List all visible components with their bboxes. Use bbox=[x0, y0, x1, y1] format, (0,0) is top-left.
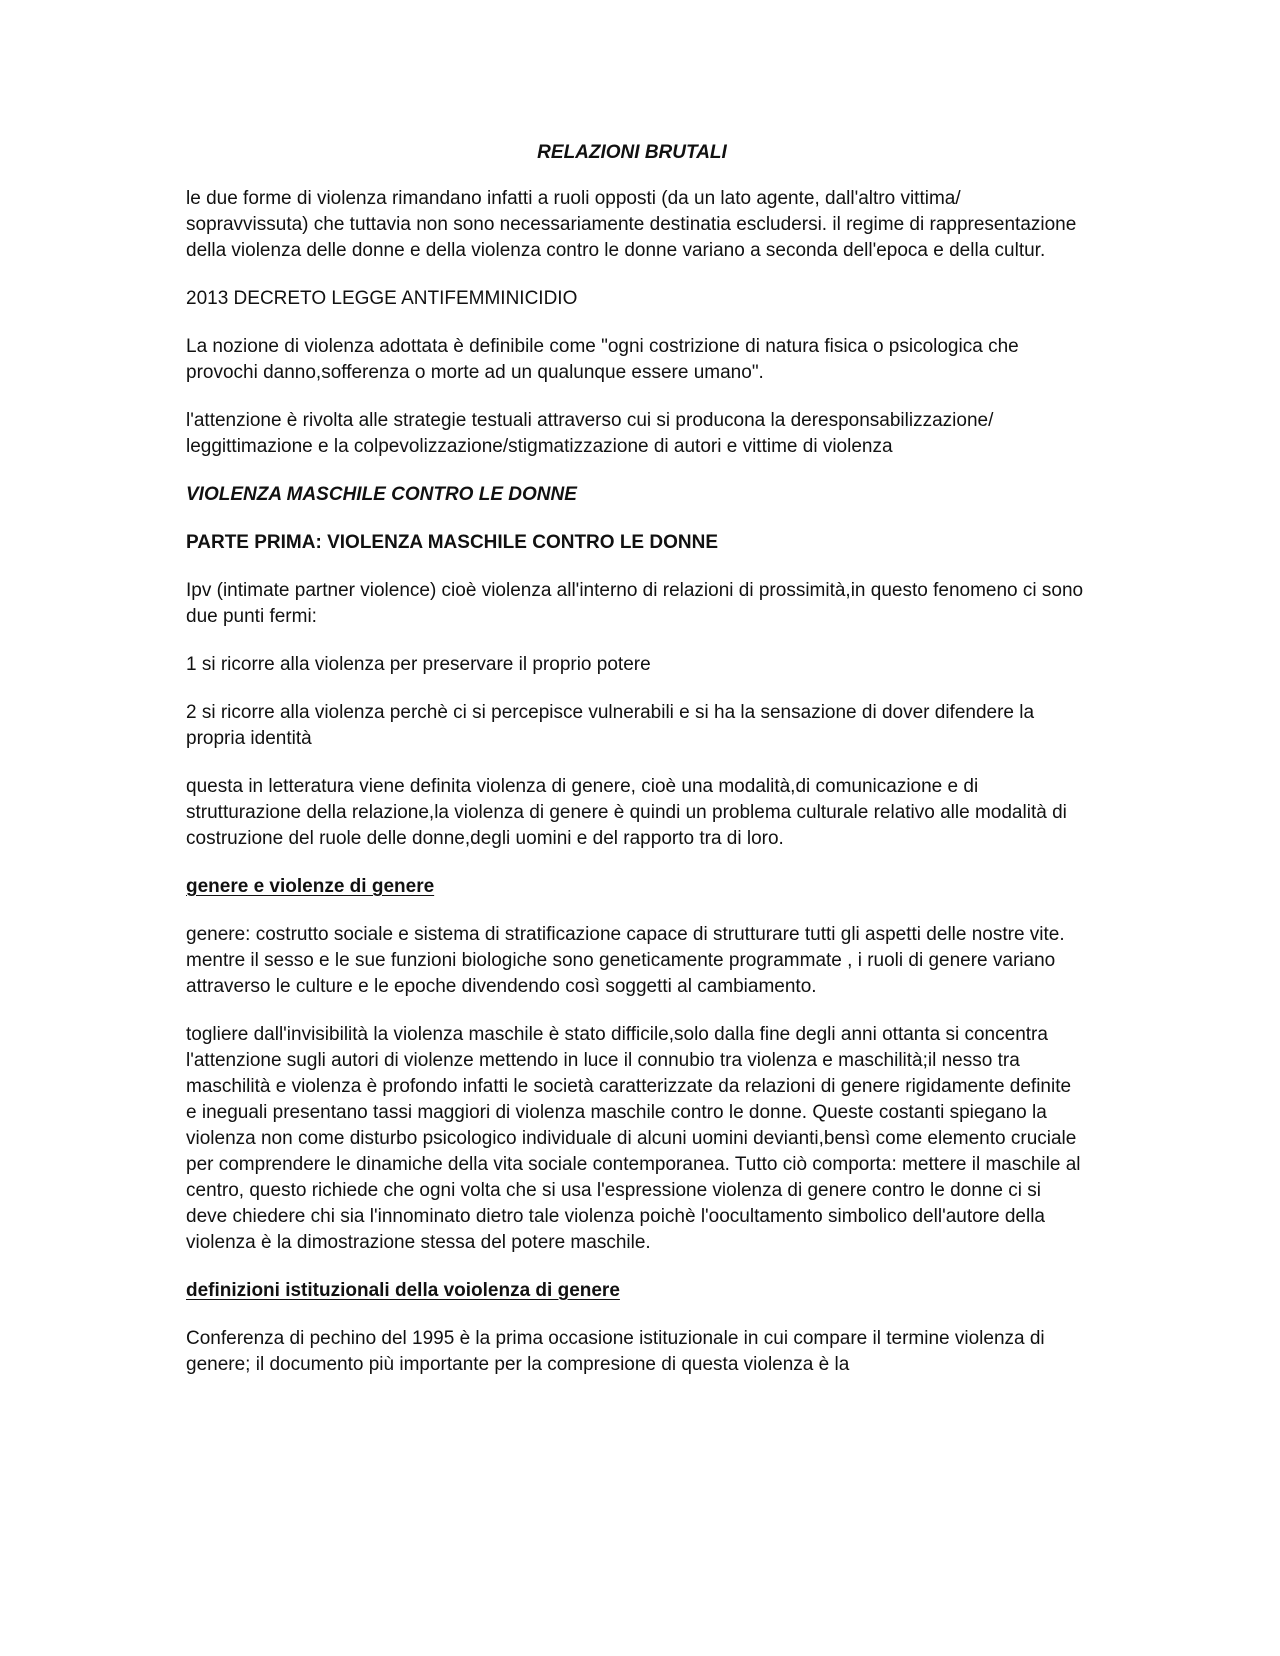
paragraph-gender-violence: questa in letteratura viene definita violenza di genere, cioè una modalità,di comunicazione e di strutturazione della relazione,la violenza di genere è quindi un problema culturale relativo alle modalità di costruzione del ruole delle donne,degli uomini e del rapporto tra di loro. bbox=[186, 776, 1067, 849]
paragraph-point-2: 2 si ricorre alla violenza perchè ci si percepisce vulnerabili e si ha la sensazione di dover difendere la propria identità bbox=[186, 702, 1035, 749]
section-heading-violenza-maschile: VIOLENZA MASCHILE CONTRO LE DONNE bbox=[186, 484, 577, 505]
paragraph-intro: le due forme di violenza rimandano infatti a ruoli opposti (da un lato agente, dall'altro vittima/ sopravvissuta) che tuttavia non sono necessariamente destinatia escludersi. il regime di rappresentazione della violenza delle donne e della violenza contro le donne variano a seconda dell'epoca e della cultur. bbox=[186, 188, 1077, 261]
paragraph-invisibility: togliere dall'invisibilità la violenza maschile è stato difficile,solo dalla fine degli anni ottanta si concentra l'attenzione sugli autori di violenze mettendo in luce il connubio tra violenza e maschilità;il nesso tra maschilità e violenza è profondo infatti le società caratterizzate da relazioni di genere rigidamente definite e ineguali presentano tassi maggiori di violenza maschile contro le donne. Queste costanti spiegano la violenza non come disturbo psicologico individuale di alcuni uomini devianti,bensì come elemento cruciale per comprendere le dinamiche della vita sociale contemporanea. Tutto ciò comporta: mettere il maschile al centro, questo richiede che ogni volta che si usa l'espressione violenza di genere contro le donne ci si deve chiedere chi sia l'innominato dietro tale violenza poichè l'oocultamento simbolico dell'autore della violenza è la dimostrazione stessa del potere maschile. bbox=[186, 1024, 1081, 1253]
section-heading-parte-prima: PARTE PRIMA: VIOLENZA MASCHILE CONTRO LE DONNE bbox=[186, 532, 718, 553]
document-page bbox=[186, 140, 1086, 1400]
paragraph-ipv: Ipv (intimate partner violence) cioè violenza all'interno di relazioni di prossimità,in questo fenomeno ci sono due punti fermi: bbox=[186, 580, 1084, 627]
section-heading-definizioni: definizioni istituzionali della voiolenza di genere bbox=[186, 1280, 620, 1301]
paragraph-point-1: 1 si ricorre alla violenza per preservare il proprio potere bbox=[186, 654, 651, 675]
paragraph-definition: La nozione di violenza adottata è definibile come "ogni costrizione di natura fisica o psicologica che provochi danno,sofferenza o morte ad un qualunque essere umano". bbox=[186, 336, 1019, 383]
paragraph-decree: 2013 DECRETO LEGGE ANTIFEMMINICIDIO bbox=[186, 288, 578, 309]
section-heading-genere: genere e violenze di genere bbox=[186, 876, 435, 897]
paragraph-pechino: Conferenza di pechino del 1995 è la prima occasione istituzionale in cui compare il termine violenza di genere; il documento più importante per la compresione di questa violenza è la bbox=[186, 1328, 1045, 1375]
paragraph-genere: genere: costrutto sociale e sistema di stratificazione capace di strutturare tutti gli aspetti delle nostre vite. mentre il sesso e le sue funzioni biologiche sono geneticamente programmate , i ruoli di genere variano attraverso le culture e le epoche divendendo così soggetti al cambiamento. bbox=[186, 924, 1065, 997]
document-title: RELAZIONI BRUTALI bbox=[537, 142, 727, 163]
paragraph-attention: l'attenzione è rivolta alle strategie testuali attraverso cui si producona la deresponsabilizzazione/ leggittimazione e la colpevolizzazione/stigmatizzazione di autori e vittime di violenza bbox=[186, 410, 994, 457]
